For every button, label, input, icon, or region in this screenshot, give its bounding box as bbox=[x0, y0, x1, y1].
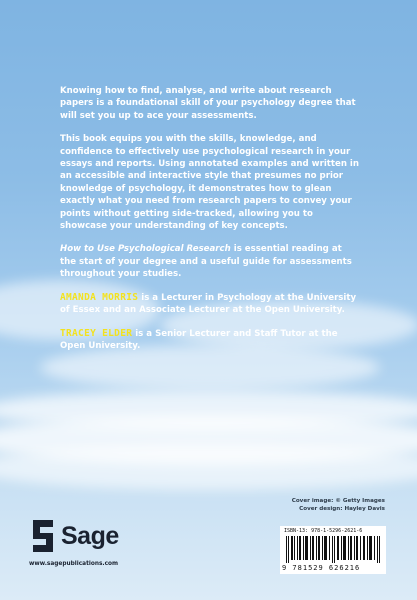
blurb-description: This book equips you with the skills, knowledge, and confidence to effectively use psychological research in your essays and reports. Using annotated examples and written in an accessible and interactive style that presumes no prior knowledge of psychology, it demonstrates how to glean exactly what you need from research papers to convey your points without getting side-tracked, allowing you to showcase your understanding of key concepts. bbox=[60, 134, 359, 232]
isbn-label: ISBN-13: 978-1-5296-2621-6 bbox=[284, 528, 363, 534]
author-name-2: TRACEY ELDER bbox=[60, 327, 133, 339]
author-name-1: AMANDA MORRIS bbox=[60, 291, 139, 303]
author-bio-2: TRACEY ELDER is a Senior Lecturer and Staff Tutor at the Open University. bbox=[60, 327, 338, 351]
back-cover-text bbox=[60, 85, 360, 363]
isbn-digits: 9 781529 626216 bbox=[282, 564, 361, 572]
cover-credits bbox=[292, 497, 385, 513]
sage-s-icon bbox=[29, 518, 57, 554]
publisher-url: www.sagepublications.com bbox=[29, 561, 119, 567]
book-title: How to Use Psychological Research bbox=[60, 244, 231, 255]
author-bio-1: AMANDA MORRIS is a Lecturer in Psychology at the University of Essex and an Associate Lecturer at the Open University. bbox=[60, 291, 357, 316]
blurb-recommendation: How to Use Psychological Research is essential reading at the start of your degree and a useful guide for assessments throughout your studies. bbox=[60, 244, 352, 280]
design-credit: Cover design: Hayley Davis bbox=[299, 506, 385, 512]
image-credit: Cover image: © Getty Images bbox=[291, 498, 385, 504]
barcode-icon bbox=[286, 536, 380, 563]
isbn-barcode bbox=[280, 526, 386, 574]
publisher-name: Sage bbox=[61, 521, 119, 550]
blurb-intro: Knowing how to find, analyse, and write about research papers is a foundational skill of your psychology degree that will set you up to ace your assessments. bbox=[60, 86, 356, 121]
publisher-logo bbox=[29, 518, 119, 554]
